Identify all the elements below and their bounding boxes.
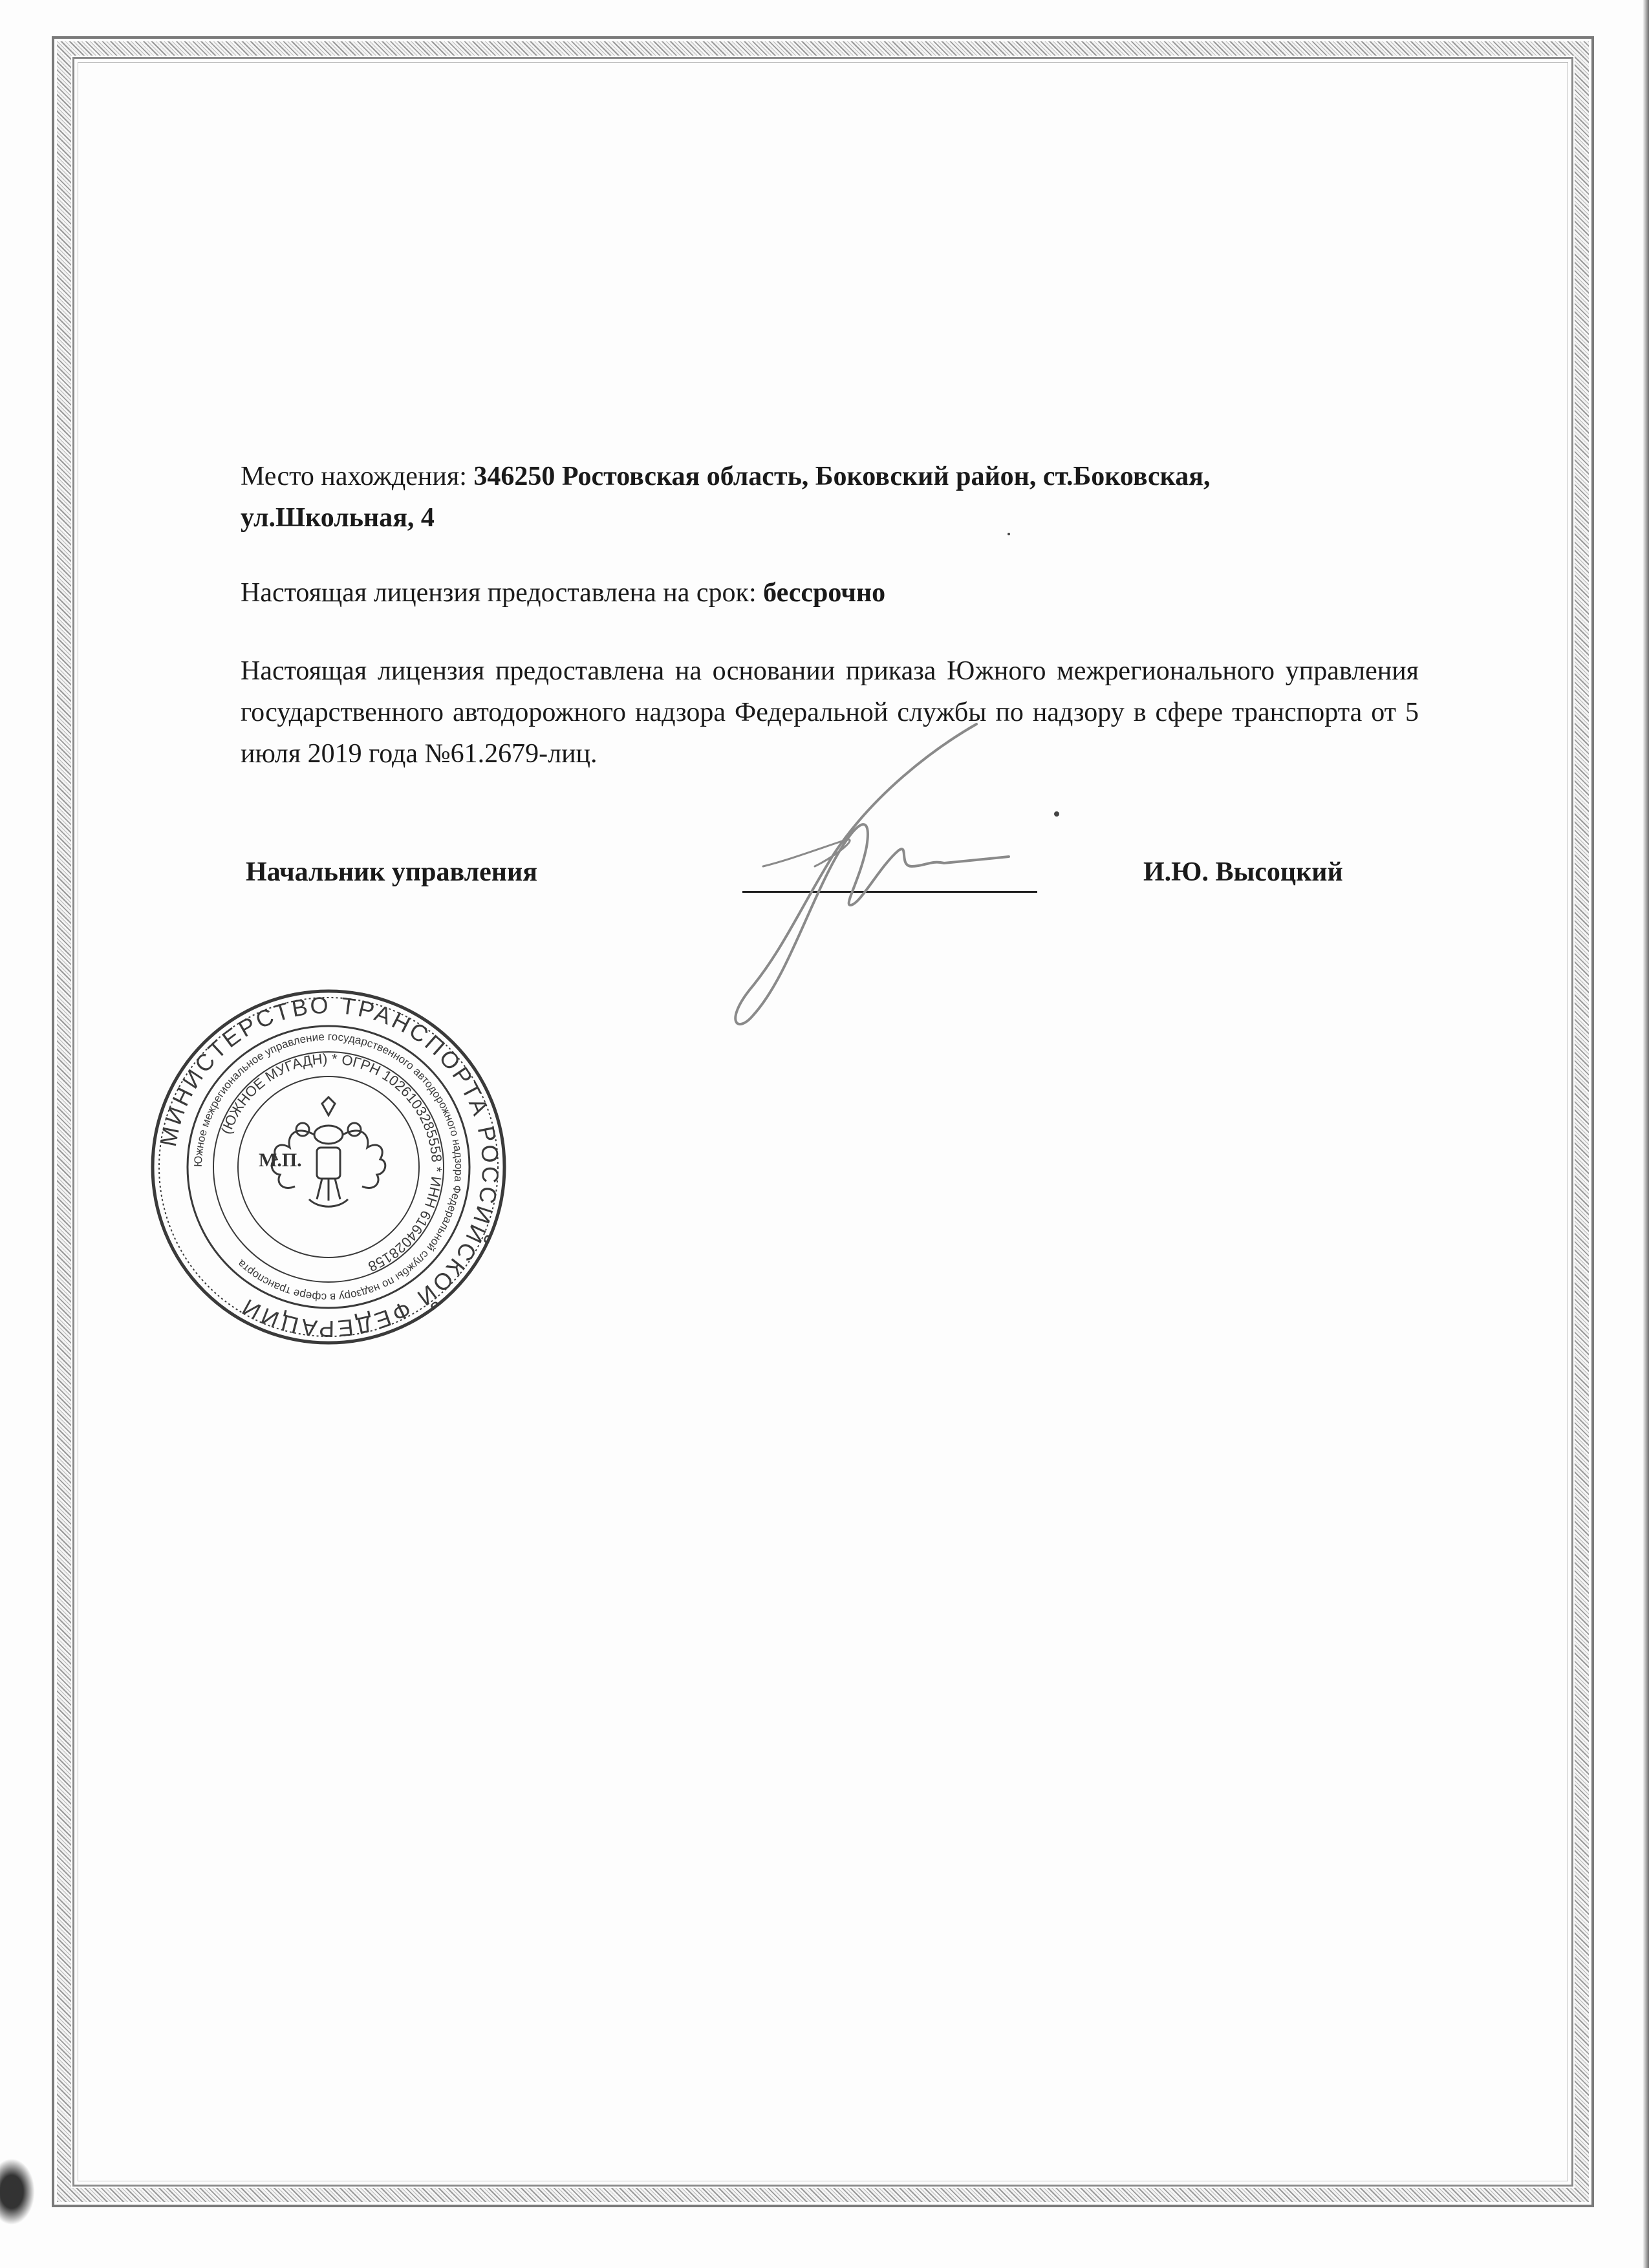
location-value: 346250 Ростовская область, Боковский район, ст.Боковская, [473,462,1211,491]
handwritten-signature [705,711,1041,1034]
location-block [241,456,1210,539]
seal-outer-text: МИНИСТЕРСТВО ТРАНСПОРТА РОССИЙСКОЙ ФЕДЕРАЦИИ [154,991,504,1343]
signer-position: Начальник управления [246,857,537,887]
term-value: бессрочно [763,578,886,608]
seal-inner-text: (ЮЖНОЕ МУГАДН) * ОГРН 1026103285558 * ИНН 6164028158 [217,1050,446,1275]
stamp-mark: М.П. [259,1150,302,1171]
location-line-1 [241,456,1210,497]
ink-dot [1008,533,1010,535]
seal-middle-text: Южное межрегиональное управление государственного автодорожного надзора Федеральной службы по надзору в сфере транспорта [191,1030,466,1304]
scan-artifact [0,2153,39,2231]
ink-dot [1054,811,1059,817]
location-line-2: ул.Школьная, 4 [241,503,435,533]
signer-name: И.Ю. Высоцкий [1143,857,1343,887]
term-label: Настоящая лицензия предоставлена на срок: [241,578,764,608]
official-seal [147,986,510,1348]
scan-edge-shadow [1643,0,1649,2268]
basis-paragraph: Настоящая лицензия предоставлена на основании приказа Южного межрегионального управления государственного автодорожного надзора Федеральной службы по надзору в сфере транспорта от 5 июля 2019 года №61.2679-лиц. [241,656,1419,769]
term-block [241,572,885,614]
location-label: Место нахождения: [241,462,474,491]
